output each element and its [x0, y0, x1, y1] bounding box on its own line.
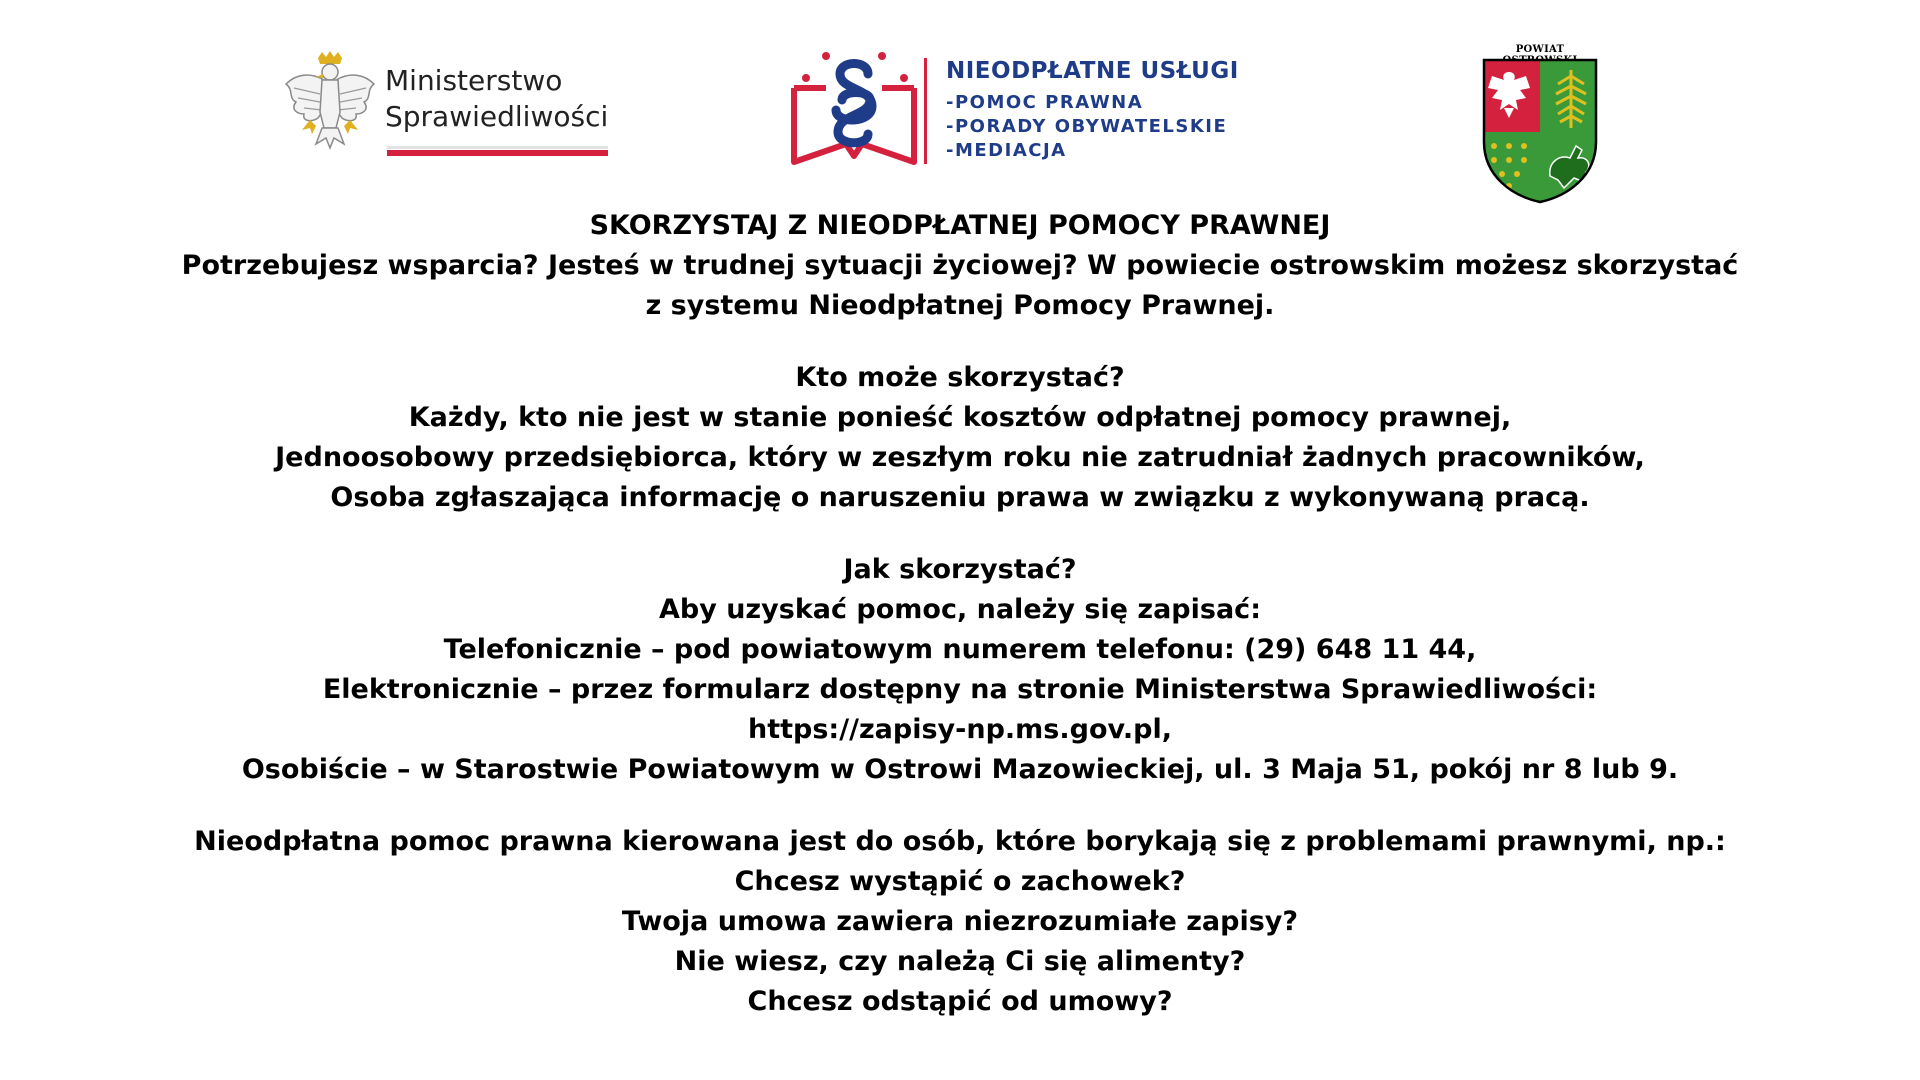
intro-line: z systemu Nieodpłatnej Pomocy Prawnej. [645, 290, 1275, 321]
example-item: Nie wiesz, czy należą Ci się alimenty? [674, 946, 1246, 977]
example-item: Chcesz wystąpić o zachowek? [734, 866, 1186, 897]
how-heading: Jak skorzystać? [843, 554, 1077, 585]
who-item: Jednoosobowy przedsiębiorca, który w zeszłym roku nie zatrudniał żadnych pracowników, [275, 442, 1645, 473]
flag-stripe-white [387, 146, 608, 149]
ministry-name-line1: Ministerstwo [385, 64, 563, 97]
example-item: Twoja umowa zawiera niezrozumiałe zapisy? [621, 906, 1299, 937]
flag-stripe-red [387, 150, 608, 156]
who-item: Osoba zgłaszająca informację o naruszeniu prawa w związku z wykonywaną pracą. [330, 482, 1590, 513]
how-online: Elektronicznie – przez formularz dostępny na stronie Ministerstwa Sprawiedliwości: [322, 674, 1598, 705]
registration-url: https://zapisy-np.ms.gov.pl, [748, 714, 1172, 745]
free-services-item: -PORADY OBYWATELSKIE [946, 116, 1228, 137]
who-heading: Kto może skorzystać? [795, 362, 1125, 393]
how-in-person: Osobiście – w Starostwie Powiatowym w Ostrowi Mazowieckiej, ul. 3 Maja 51, pokój nr 8 lub 9. [241, 754, 1679, 785]
ministry-name-line2: Sprawiedliwości [385, 100, 609, 133]
eagle-emblem-icon [280, 50, 380, 160]
example-item: Chcesz odstąpić od umowy? [747, 986, 1173, 1017]
free-services-logo [786, 44, 1246, 169]
free-services-item: -POMOC PRAWNA [946, 92, 1144, 113]
county-crest [1478, 44, 1602, 204]
ministry-logo [280, 50, 620, 160]
free-services-item: -MEDIACJA [946, 140, 1067, 161]
who-item: Każdy, kto nie jest w stanie ponieść kosztów odpłatnej pomocy prawnej, [408, 402, 1512, 433]
examples-heading: Nieodpłatna pomoc prawna kierowana jest do osób, które borykają się z problemami prawnymi, np.: [194, 826, 1726, 857]
paragraph-book-icon [786, 44, 921, 169]
logo-divider [924, 58, 927, 164]
coat-of-arms-icon [1478, 58, 1602, 204]
intro-line: Potrzebujesz wsparcia? Jesteś w trudnej sytuacji życiowej? W powiecie ostrowskim możesz skorzystać [181, 250, 1739, 281]
announcement-text [0, 206, 1920, 1022]
county-label: POWIAT [1515, 44, 1565, 55]
how-phone: Telefonicznie – pod powiatowym numerem telefonu: (29) 648 11 44, [443, 634, 1477, 665]
how-lead: Aby uzyskać pomoc, należy się zapisać: [658, 594, 1261, 625]
free-services-title: NIEODPŁATNE USŁUGI [946, 58, 1239, 84]
document-title: SKORZYSTAJ Z NIEODPŁATNEJ POMOCY PRAWNEJ [589, 210, 1331, 241]
